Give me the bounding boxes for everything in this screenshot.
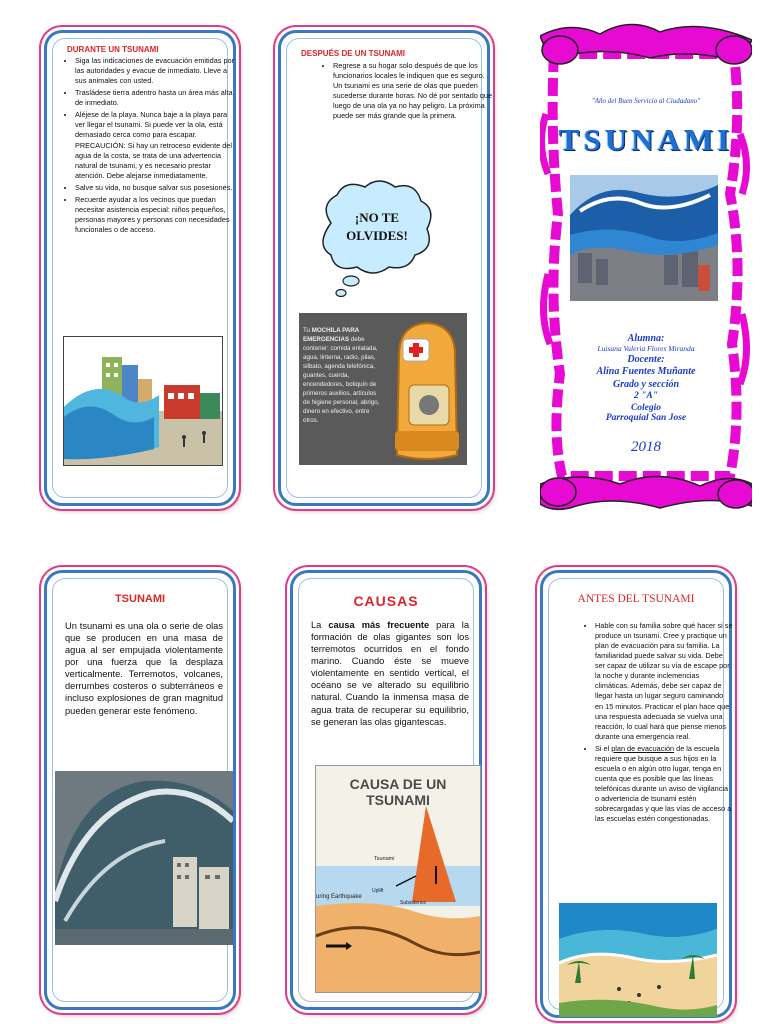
during-item-1: • Siga las indicaciones de evacuación emitidas por las autoridades y evacue de inmediato. Lleve a sus animales con usted.	[75, 56, 239, 86]
grade-value: 2 "A"	[633, 391, 658, 401]
before-item-1: • Hable con su familia sobre qué hacer si se produce un tsunami. Cree y practique un plan de evacuación para su familia. La familiaridad puede salvar su vida. Debe ser capaz de utilizar su vía de escape por la noche y durante inclemencias climáticas. Además, debe ser capaz de llegar hasta un lugar seguro caminando en 15 minutos. Practicar el plan hace que una respuesta adecuada se vuelva una reacción, lo cual hará que piense menos durante una emergencia real.	[595, 621, 733, 742]
causes-text: La causa más frecuente para la formación de olas gigantes son los terremotos ocurridos en el fondo marino. Cuando éste se mueve violentamente en sentido vertical, el océano se ve alterado su equilibrio natural. Cuando la inmensa masa de agua trata de recuperar su equilibrio, se generan las olas gigantescas.	[311, 620, 469, 727]
causes-bold: causa más frecuente	[328, 620, 430, 630]
diagram-label-subsidence: Subsidence	[400, 900, 427, 906]
cover-panel	[540, 14, 752, 514]
thought-cloud	[313, 175, 437, 305]
backpack-panel	[299, 313, 467, 465]
diagram-label-tsunami: Tsunami	[374, 856, 395, 862]
school-label: Colegio	[630, 403, 662, 413]
causes-title: CAUSAS	[353, 593, 419, 609]
diagram-label-uplift: Uplift	[372, 888, 384, 894]
cloud-text: ¡NO TE OLVIDES!	[346, 210, 408, 243]
beach-illustration	[559, 903, 717, 1017]
cover-tsunami-illustration	[570, 175, 718, 301]
student-label: Alumna:	[627, 333, 665, 344]
tsunami-def-title: TSUNAMI	[114, 593, 166, 605]
diagram-label-during: uring Earthquake	[316, 894, 362, 900]
cover-title: TSUNAMI	[558, 122, 734, 157]
after-item-1: • Regrese a su hogar solo después de que los funcionarios locales le indiquen que es seguro. Un tsunami es una serie de olas que pueden sucederse durante horas. No dé por sentado que luego de una ola ya no hay peligro. La próxima puede ser más grande que la primera.	[333, 61, 493, 121]
backpack-bold: MOCHILA PARA EMERGENCIAS	[303, 327, 359, 343]
tsunami-cause-diagram	[315, 765, 481, 993]
backpack-icon	[387, 315, 467, 465]
panel-during	[44, 30, 236, 506]
panel-tsunami-def	[44, 570, 236, 1010]
before-title: ANTES DEL TSUNAMI	[577, 593, 695, 605]
after-list	[319, 61, 493, 123]
cover-motto: "Año del Buen Servicio al Ciudadano"	[591, 97, 701, 105]
before-list	[581, 621, 733, 826]
during-title: DURANTE UN TSUNAMI	[67, 45, 159, 54]
panel-before	[540, 570, 732, 1018]
teacher-label: Docente:	[627, 354, 665, 365]
school-name: Parroquial San Jose	[605, 413, 687, 423]
giant-wave-photo	[55, 771, 233, 945]
grade-label: Grado y sección	[612, 379, 680, 390]
during-item-2: • Trasládese tierra adentro hasta un área más alta de inmediato.	[75, 88, 239, 108]
evacuation-plan-link[interactable]: plan de evacuación	[611, 743, 675, 753]
during-list	[61, 56, 239, 237]
diagram-title: CAUSA DE UN TSUNAMI	[349, 776, 447, 808]
after-title: DESPUÉS DE UN TSUNAMI	[301, 49, 406, 58]
city-flood-illustration	[63, 336, 223, 466]
before-item-2: • Si el plan de evacuación de la escuela requiere que busque a sus hijos en la escuela o en algún otro lugar, tenga en cuenta que es posible que las líneas telefónicas durante un aviso de vigilancia o advertencia de tsunami estén sobrecargadas y que las vías de acceso a las escuelas estén congestionadas.	[595, 744, 733, 825]
during-item-3: • Aléjese de la playa. Nunca baje a la playa para ver llegar el tsunami. Si puede ver la ola, está demasiado cerca como para escapar. PRECAUCIÓN: Si hay un retroceso evidente del agua de la costa, se trata de una advertencia natural de tsunami, y es necesario prestar atención. Debe alejarse inmediatamente.	[75, 110, 239, 180]
during-item-4: • Salve su vida, no busque salvar sus posesiones.	[75, 183, 239, 193]
panel-after	[278, 30, 493, 506]
backpack-text: Tu MOCHILA PARA EMERGENCIAS debe contener: comida enlatada, agua, linterna, radio, pilas, silbato, agenda telefónica, guantes, cuerda, encendedores, botiquín de primeros auxilios, artículos de higiene personal, abrigo, dinero en efectivo, entre otros.	[303, 327, 380, 424]
student-name: Luisana Valeria Flores Miranda	[597, 344, 695, 353]
during-item-5: • Recuerde ayudar a los vecinos que puedan necesitar asistencia especial: niños pequeños, personas mayores y personas con necesidades funcionales o de acceso.	[75, 195, 239, 235]
cover-year: 2018	[631, 439, 661, 455]
tsunami-def-text: Un tsunami es una ola o serie de olas que se producen en una masa de agua al ser empujada violentamente por una fuerza que la desplaza verticalmente. Terremotos, volcanes, derrumbes costeros o subterráneos e incluso explosiones de gran magnitud pueden generar este fenómeno.	[65, 621, 223, 716]
panel-causes	[290, 570, 482, 1010]
teacher-name: Alina Fuentes Muñante	[596, 366, 696, 377]
